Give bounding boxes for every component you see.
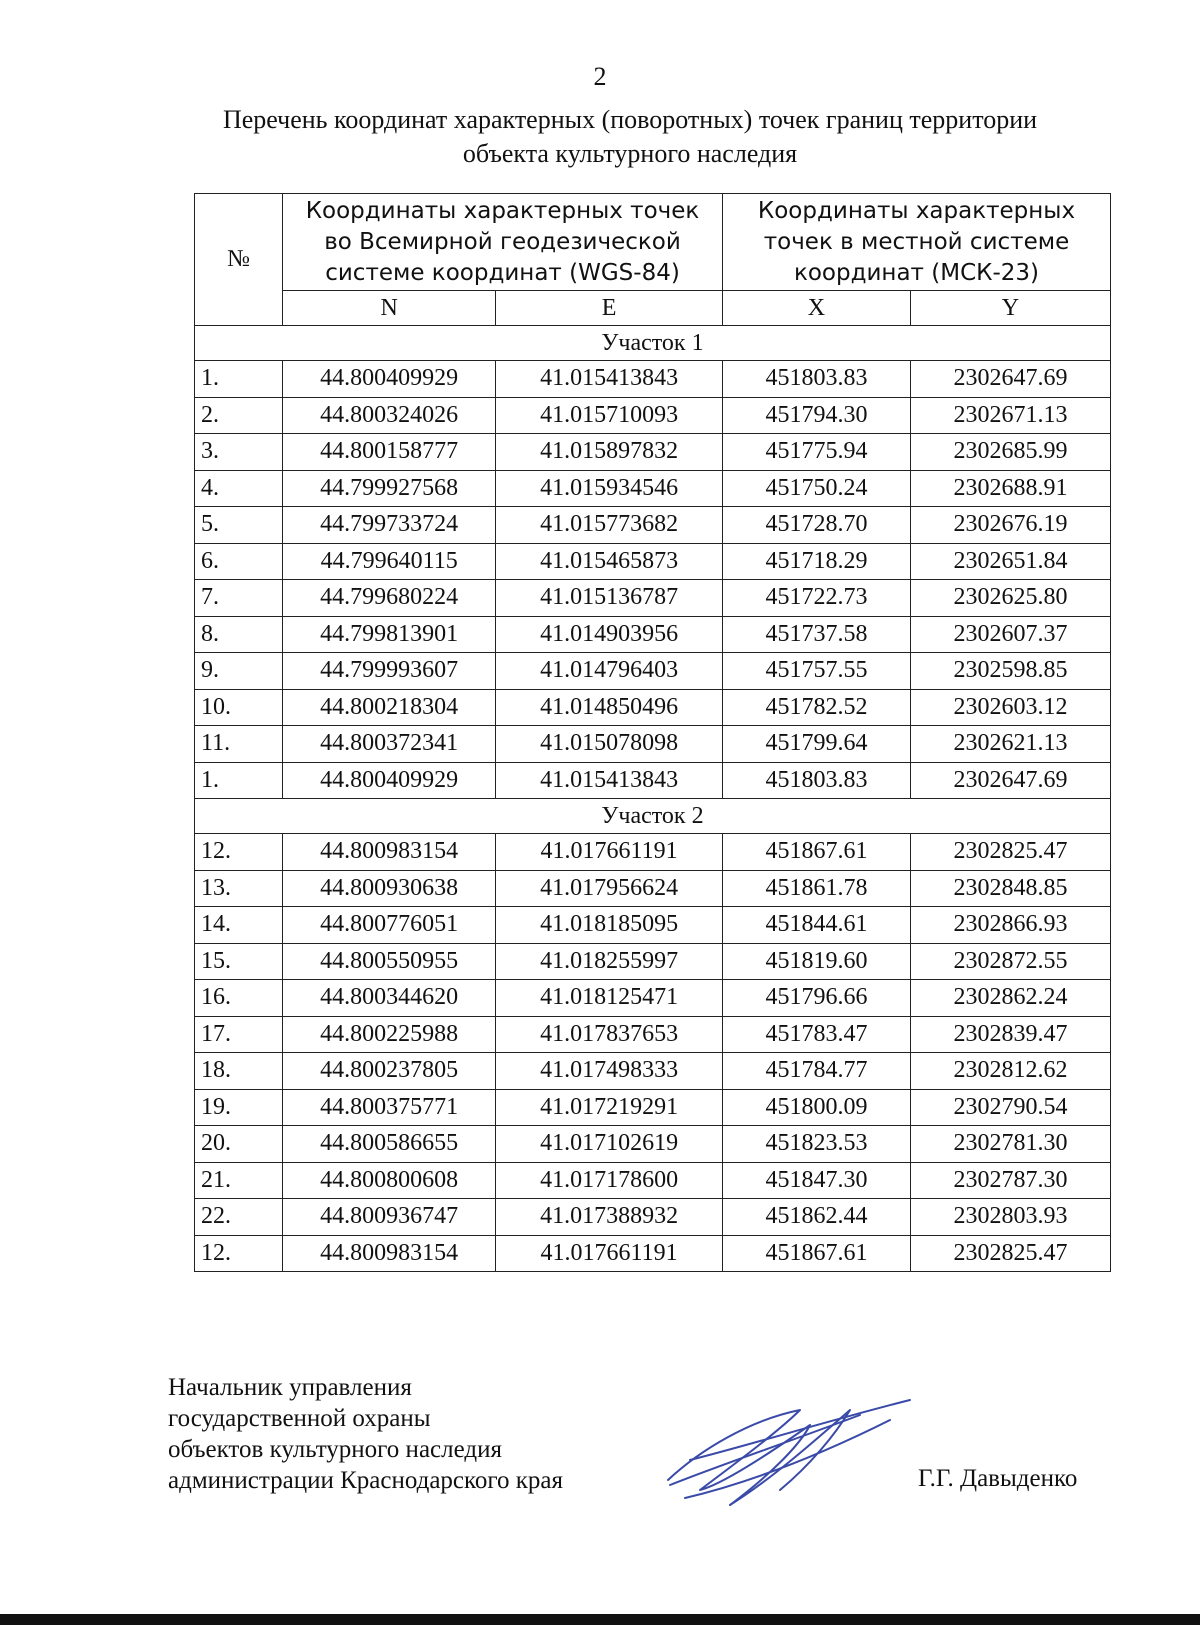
table-row xyxy=(195,507,1111,544)
latitude-cell: 44.800586655 xyxy=(283,1126,496,1163)
table-row xyxy=(195,907,1111,944)
point-number: 21. xyxy=(195,1162,283,1199)
longitude-cell: 41.015934546 xyxy=(496,470,723,507)
point-number: 22. xyxy=(195,1199,283,1236)
x-coordinate-cell: 451750.24 xyxy=(722,470,910,507)
x-coordinate-cell: 451757.55 xyxy=(722,653,910,690)
x-coordinate-cell: 451775.94 xyxy=(722,434,910,471)
y-coordinate-cell: 2302787.30 xyxy=(910,1162,1110,1199)
header-number: № xyxy=(195,194,283,326)
table-row xyxy=(195,543,1111,580)
y-coordinate-cell: 2302625.80 xyxy=(910,580,1110,617)
latitude-cell: 44.800550955 xyxy=(283,943,496,980)
latitude-cell: 44.800800608 xyxy=(283,1162,496,1199)
longitude-cell: 41.015465873 xyxy=(496,543,723,580)
x-coordinate-cell: 451796.66 xyxy=(722,980,910,1017)
longitude-cell: 41.017956624 xyxy=(496,870,723,907)
y-coordinate-cell: 2302825.47 xyxy=(910,1235,1110,1272)
latitude-cell: 44.800776051 xyxy=(283,907,496,944)
y-coordinate-cell: 2302862.24 xyxy=(910,980,1110,1017)
latitude-cell: 44.799640115 xyxy=(283,543,496,580)
latitude-cell: 44.800936747 xyxy=(283,1199,496,1236)
x-coordinate-cell: 451783.47 xyxy=(722,1016,910,1053)
y-coordinate-cell: 2302647.69 xyxy=(910,762,1110,799)
signer-position-line: Начальник управления xyxy=(168,1374,412,1401)
header-n: N xyxy=(283,291,496,326)
signer-name: Г.Г. Давыденко xyxy=(918,1465,1078,1492)
x-coordinate-cell: 451819.60 xyxy=(722,943,910,980)
point-number: 18. xyxy=(195,1053,283,1090)
table-row xyxy=(195,653,1111,690)
latitude-cell: 44.800237805 xyxy=(283,1053,496,1090)
table-row xyxy=(195,1016,1111,1053)
x-coordinate-cell: 451803.83 xyxy=(722,762,910,799)
coordinates-table xyxy=(194,193,1111,1272)
point-number: 8. xyxy=(195,616,283,653)
table-body xyxy=(195,326,1111,1272)
longitude-cell: 41.017837653 xyxy=(496,1016,723,1053)
longitude-cell: 41.014903956 xyxy=(496,616,723,653)
table-row xyxy=(195,397,1111,434)
x-coordinate-cell: 451722.73 xyxy=(722,580,910,617)
longitude-cell: 41.015897832 xyxy=(496,434,723,471)
y-coordinate-cell: 2302603.12 xyxy=(910,689,1110,726)
point-number: 10. xyxy=(195,689,283,726)
y-coordinate-cell: 2302621.13 xyxy=(910,726,1110,763)
point-number: 19. xyxy=(195,1089,283,1126)
handwritten-signature xyxy=(660,1390,920,1520)
section-title: Участок 1 xyxy=(195,326,1111,361)
x-coordinate-cell: 451718.29 xyxy=(722,543,910,580)
longitude-cell: 41.018125471 xyxy=(496,980,723,1017)
document-title xyxy=(150,103,1110,171)
y-coordinate-cell: 2302685.99 xyxy=(910,434,1110,471)
point-number: 13. xyxy=(195,870,283,907)
longitude-cell: 41.015773682 xyxy=(496,507,723,544)
x-coordinate-cell: 451737.58 xyxy=(722,616,910,653)
latitude-cell: 44.800225988 xyxy=(283,1016,496,1053)
longitude-cell: 41.017498333 xyxy=(496,1053,723,1090)
table-row xyxy=(195,361,1111,398)
y-coordinate-cell: 2302676.19 xyxy=(910,507,1110,544)
x-coordinate-cell: 451728.70 xyxy=(722,507,910,544)
latitude-cell: 44.800372341 xyxy=(283,726,496,763)
latitude-cell: 44.800409929 xyxy=(283,361,496,398)
table-row xyxy=(195,434,1111,471)
longitude-cell: 41.017219291 xyxy=(496,1089,723,1126)
signer-position-line: государственной охраны xyxy=(168,1405,431,1432)
point-number: 16. xyxy=(195,980,283,1017)
point-number: 12. xyxy=(195,834,283,871)
point-number: 9. xyxy=(195,653,283,690)
header-e: E xyxy=(496,291,723,326)
section-row xyxy=(195,326,1111,361)
x-coordinate-cell: 451794.30 xyxy=(722,397,910,434)
longitude-cell: 41.017661191 xyxy=(496,834,723,871)
table-row xyxy=(195,870,1111,907)
latitude-cell: 44.799927568 xyxy=(283,470,496,507)
longitude-cell: 41.015136787 xyxy=(496,580,723,617)
latitude-cell: 44.799813901 xyxy=(283,616,496,653)
point-number: 1. xyxy=(195,361,283,398)
x-coordinate-cell: 451867.61 xyxy=(722,1235,910,1272)
table-row xyxy=(195,580,1111,617)
y-coordinate-cell: 2302607.37 xyxy=(910,616,1110,653)
y-coordinate-cell: 2302651.84 xyxy=(910,543,1110,580)
x-coordinate-cell: 451861.78 xyxy=(722,870,910,907)
table-row xyxy=(195,1199,1111,1236)
y-coordinate-cell: 2302671.13 xyxy=(910,397,1110,434)
table-row xyxy=(195,1053,1111,1090)
scan-edge xyxy=(0,1614,1200,1625)
point-number: 11. xyxy=(195,726,283,763)
longitude-cell: 41.015413843 xyxy=(496,361,723,398)
signer-position xyxy=(168,1372,563,1496)
table-row xyxy=(195,1235,1111,1272)
latitude-cell: 44.800218304 xyxy=(283,689,496,726)
latitude-cell: 44.800375771 xyxy=(283,1089,496,1126)
longitude-cell: 41.017102619 xyxy=(496,1126,723,1163)
y-coordinate-cell: 2302825.47 xyxy=(910,834,1110,871)
latitude-cell: 44.799680224 xyxy=(283,580,496,617)
point-number: 20. xyxy=(195,1126,283,1163)
y-coordinate-cell: 2302647.69 xyxy=(910,361,1110,398)
document-title-line-2: объекта культурного наследия xyxy=(462,139,798,168)
y-coordinate-cell: 2302598.85 xyxy=(910,653,1110,690)
point-number: 5. xyxy=(195,507,283,544)
y-coordinate-cell: 2302781.30 xyxy=(910,1126,1110,1163)
longitude-cell: 41.017661191 xyxy=(496,1235,723,1272)
table-row xyxy=(195,726,1111,763)
table-row xyxy=(195,980,1111,1017)
longitude-cell: 41.017388932 xyxy=(496,1199,723,1236)
latitude-cell: 44.800983154 xyxy=(283,834,496,871)
table-row xyxy=(195,1162,1111,1199)
table-row xyxy=(195,762,1111,799)
point-number: 17. xyxy=(195,1016,283,1053)
x-coordinate-cell: 451823.53 xyxy=(722,1126,910,1163)
point-number: 1. xyxy=(195,762,283,799)
table-row xyxy=(195,470,1111,507)
latitude-cell: 44.800983154 xyxy=(283,1235,496,1272)
y-coordinate-cell: 2302812.62 xyxy=(910,1053,1110,1090)
longitude-cell: 41.015413843 xyxy=(496,762,723,799)
header-wgs84: Координаты характерных точек во Всемирной геодезической системе координат (WGS-84) xyxy=(283,194,723,291)
header-y: Y xyxy=(910,291,1110,326)
section-title: Участок 2 xyxy=(195,799,1111,834)
header-x: X xyxy=(722,291,910,326)
longitude-cell: 41.018255997 xyxy=(496,943,723,980)
point-number: 15. xyxy=(195,943,283,980)
latitude-cell: 44.800344620 xyxy=(283,980,496,1017)
x-coordinate-cell: 451803.83 xyxy=(722,361,910,398)
point-number: 7. xyxy=(195,580,283,617)
signer-position-line: администрации Краснодарского края xyxy=(168,1467,564,1494)
point-number: 4. xyxy=(195,470,283,507)
latitude-cell: 44.800409929 xyxy=(283,762,496,799)
x-coordinate-cell: 451862.44 xyxy=(722,1199,910,1236)
point-number: 12. xyxy=(195,1235,283,1272)
longitude-cell: 41.018185095 xyxy=(496,907,723,944)
y-coordinate-cell: 2302866.93 xyxy=(910,907,1110,944)
table-row xyxy=(195,1089,1111,1126)
table-row xyxy=(195,834,1111,871)
page-number: 2 xyxy=(593,62,607,91)
y-coordinate-cell: 2302803.93 xyxy=(910,1199,1110,1236)
point-number: 14. xyxy=(195,907,283,944)
x-coordinate-cell: 451844.61 xyxy=(722,907,910,944)
y-coordinate-cell: 2302848.85 xyxy=(910,870,1110,907)
table-row xyxy=(195,689,1111,726)
x-coordinate-cell: 451800.09 xyxy=(722,1089,910,1126)
latitude-cell: 44.800158777 xyxy=(283,434,496,471)
latitude-cell: 44.800324026 xyxy=(283,397,496,434)
header-msk23: Координаты характерных точек в местной системе координат (МСК-23) xyxy=(722,194,1110,291)
x-coordinate-cell: 451799.64 xyxy=(722,726,910,763)
table-row xyxy=(195,1126,1111,1163)
y-coordinate-cell: 2302688.91 xyxy=(910,470,1110,507)
x-coordinate-cell: 451847.30 xyxy=(722,1162,910,1199)
longitude-cell: 41.014796403 xyxy=(496,653,723,690)
longitude-cell: 41.017178600 xyxy=(496,1162,723,1199)
table-row xyxy=(195,616,1111,653)
y-coordinate-cell: 2302790.54 xyxy=(910,1089,1110,1126)
x-coordinate-cell: 451782.52 xyxy=(722,689,910,726)
latitude-cell: 44.799993607 xyxy=(283,653,496,690)
x-coordinate-cell: 451784.77 xyxy=(722,1053,910,1090)
table-row xyxy=(195,943,1111,980)
latitude-cell: 44.800930638 xyxy=(283,870,496,907)
longitude-cell: 41.014850496 xyxy=(496,689,723,726)
point-number: 3. xyxy=(195,434,283,471)
latitude-cell: 44.799733724 xyxy=(283,507,496,544)
point-number: 2. xyxy=(195,397,283,434)
x-coordinate-cell: 451867.61 xyxy=(722,834,910,871)
point-number: 6. xyxy=(195,543,283,580)
section-row xyxy=(195,799,1111,834)
y-coordinate-cell: 2302839.47 xyxy=(910,1016,1110,1053)
longitude-cell: 41.015078098 xyxy=(496,726,723,763)
document-title-line-1: Перечень координат характерных (поворотных) точек границ территории xyxy=(222,105,1038,134)
longitude-cell: 41.015710093 xyxy=(496,397,723,434)
signer-position-line: объектов культурного наследия xyxy=(168,1436,502,1463)
y-coordinate-cell: 2302872.55 xyxy=(910,943,1110,980)
